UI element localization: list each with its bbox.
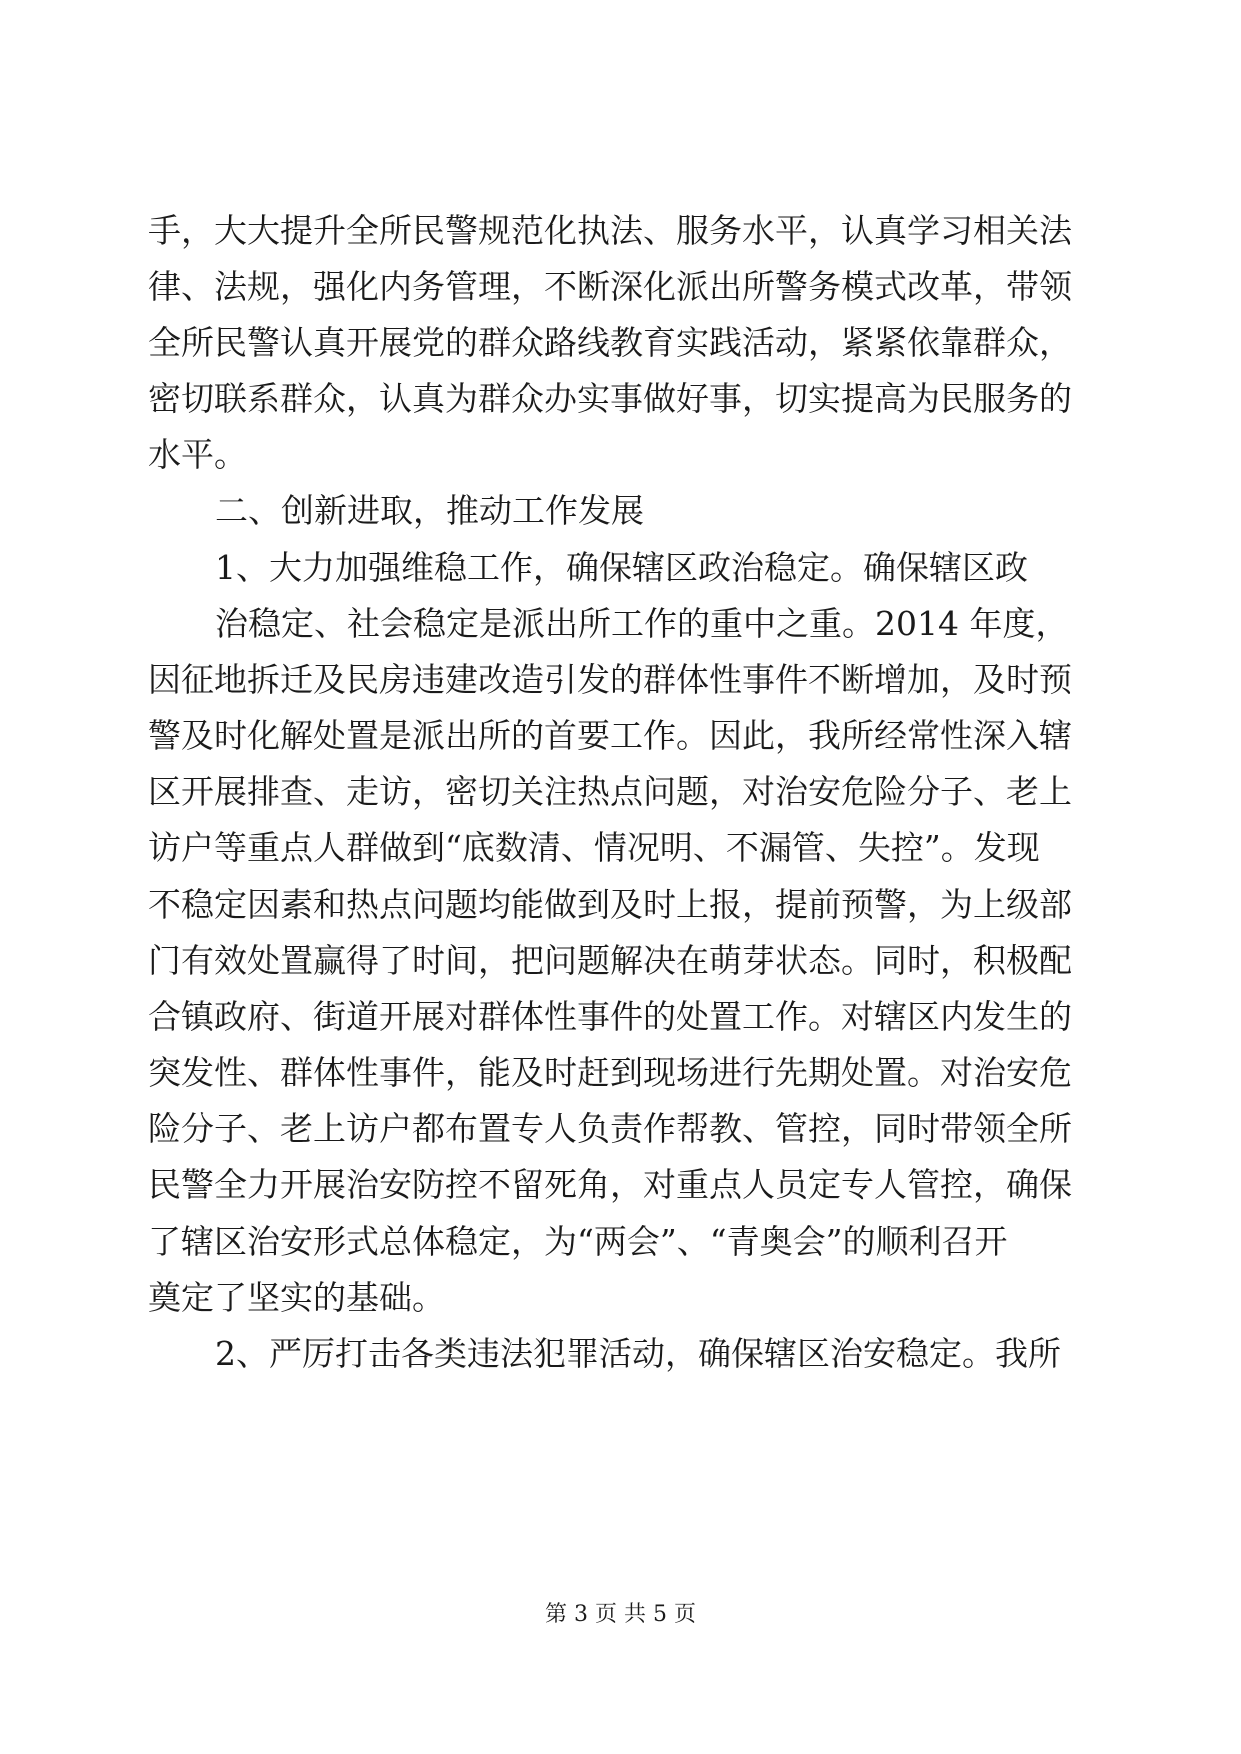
text-line: 全所民警认真开展党的群众路线教育实践活动，紧紧依靠群众， [148,323,1072,362]
text-line: 律、法规，强化内务管理，不断深化派出所警务模式改革，带领 [148,267,1072,306]
text-line: 险分子、老上访户都布置专人负责作帮教、管控，同时带领全所 [148,1109,1072,1148]
text-line: 门有效处置赢得了时间，把问题解决在萌芽状态。同时，积极配 [148,941,1072,980]
text-line: 区开展排查、走访，密切关注热点问题，对治安危险分子、老上 [148,772,1072,811]
subsection-heading: 2、严厉打击各类违法犯罪活动，确保辖区治安稳定。我所 [215,1334,1061,1373]
text-line: 合镇政府、街道开展对群体性事件的处置工作。对辖区内发生的 [148,997,1072,1036]
text-line: 访户等重点人群做到“底数清、情况明、不漏管、失控”。发现 [148,828,1040,867]
text-line: 密切联系群众，认真为群众办实事做好事，切实提高为民服务的 [148,379,1072,418]
subsection-heading: 1、大力加强维稳工作，确保辖区政治稳定。确保辖区政 [215,548,1028,587]
text-line: 不稳定因素和热点问题均能做到及时上报，提前预警，为上级部 [148,885,1072,924]
section-heading: 二、创新进取，推动工作发展 [215,491,644,530]
text-line: 民警全力开展治安防控不留死角，对重点人员定专人管控，确保 [148,1165,1072,1204]
text-line: 手，大大提升全所民警规范化执法、服务水平，认真学习相关法 [148,211,1072,250]
text-line: 奠定了坚实的基础。 [148,1278,445,1317]
text-line: 水平。 [148,435,247,474]
text-line: 突发性、群体性事件，能及时赶到现场进行先期处置。对治安危 [148,1053,1072,1092]
text-line: 治稳定、社会稳定是派出所工作的重中之重。2014 年度， [215,604,1069,643]
text-line: 了辖区治安形式总体稳定，为“两会”、“青奥会”的顺利召开 [148,1222,1008,1261]
text-line: 警及时化解处置是派出所的首要工作。因此，我所经常性深入辖 [148,716,1072,755]
page-footer: 第 3 页 共 5 页 [545,1602,696,1627]
text-line: 因征地拆迁及民房违建改造引发的群体性事件不断增加，及时预 [148,660,1072,699]
